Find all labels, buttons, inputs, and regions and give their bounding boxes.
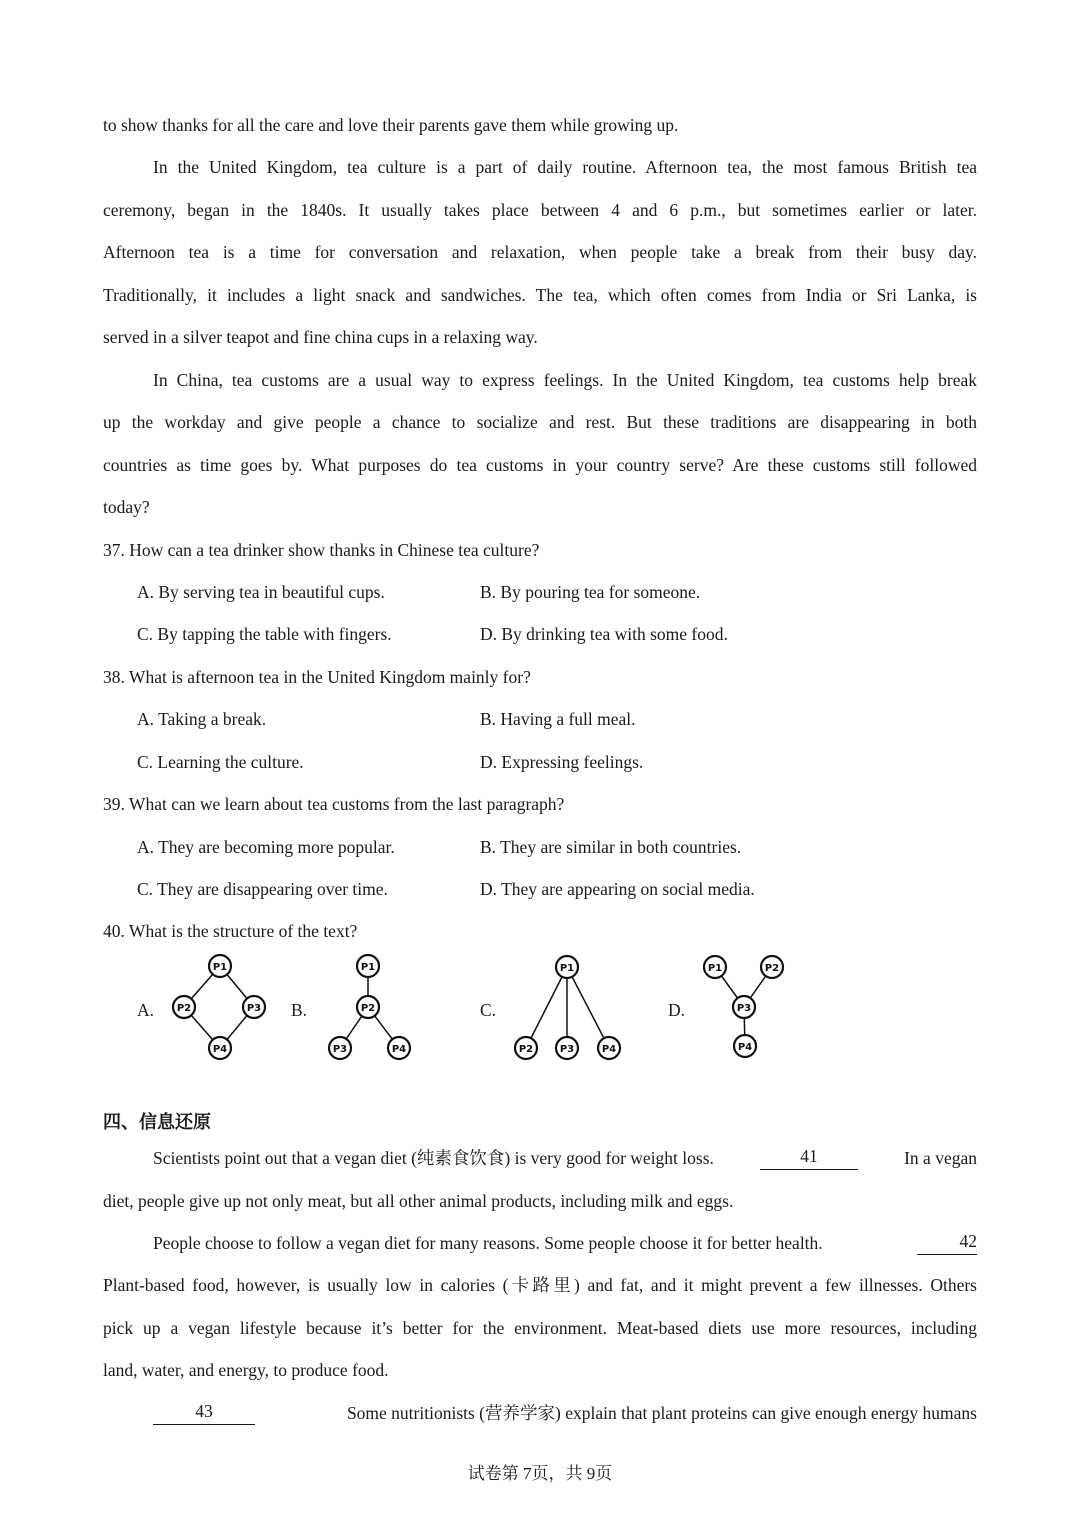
page-footer: 试卷第 7页，共 9页 bbox=[467, 1464, 613, 1483]
paragraph-uk-line: served in a silver teapot and fine china cups in a relaxing way. bbox=[103, 327, 538, 347]
paragraph-uk-line: Traditionally, it includes a light snack and sandwiches. The tea, which often comes from India or Sri Lanka, is bbox=[103, 285, 977, 305]
svg-text:P1: P1 bbox=[707, 963, 723, 974]
blank-42[interactable]: 42 bbox=[917, 1231, 977, 1255]
section4-paragraph2-line: land, water, and energy, to produce food. bbox=[103, 1360, 389, 1380]
q40-option-c[interactable]: C. bbox=[480, 1000, 497, 1020]
q40-option-d[interactable]: D. bbox=[668, 1000, 686, 1020]
structure-diagram-a bbox=[160, 945, 280, 1065]
svg-text:P1: P1 bbox=[360, 962, 376, 973]
node-p3 bbox=[329, 1037, 351, 1059]
node-p1 bbox=[209, 955, 231, 977]
structure-diagram-b bbox=[318, 945, 428, 1065]
svg-text:P3: P3 bbox=[736, 1003, 752, 1014]
structure-diagram-d bbox=[690, 945, 800, 1065]
q38-option-a[interactable]: A. Taking a break. bbox=[137, 709, 267, 729]
q40-option-a[interactable]: A. bbox=[137, 1000, 155, 1020]
question-37: 37. How can a tea drinker show thanks in Chinese tea culture? bbox=[103, 540, 540, 560]
q39-option-b[interactable]: B. They are similar in both countries. bbox=[480, 837, 742, 857]
section4-text: In a vegan bbox=[904, 1148, 977, 1168]
q38-option-c[interactable]: C. Learning the culture. bbox=[137, 752, 304, 772]
section4-text: Scientists point out that a vegan diet (纯素食饮食) is very good for weight loss. bbox=[153, 1148, 714, 1168]
svg-text:P4: P4 bbox=[737, 1042, 753, 1053]
node-p4 bbox=[734, 1035, 756, 1057]
q39-option-a[interactable]: A. They are becoming more popular. bbox=[137, 837, 395, 857]
question-39: 39. What can we learn about tea customs from the last paragraph? bbox=[103, 794, 565, 814]
paragraph-last-line: countries as time goes by. What purposes do tea customs in your country serve? Are these customs still followed bbox=[103, 455, 977, 475]
blank-41[interactable]: 41 bbox=[760, 1146, 858, 1170]
section4-text: People choose to follow a vegan diet for many reasons. Some people choose it for better health. bbox=[153, 1233, 823, 1253]
svg-text:P4: P4 bbox=[391, 1044, 407, 1055]
svg-text:P3: P3 bbox=[332, 1044, 348, 1055]
svg-text:P3: P3 bbox=[246, 1003, 262, 1014]
svg-text:P2: P2 bbox=[764, 963, 780, 974]
paragraph-uk-line: In the United Kingdom, tea culture is a part of daily routine. Afternoon tea, the most famous British tea bbox=[153, 157, 977, 177]
section4-paragraph1-line bbox=[153, 1146, 977, 1170]
paragraph-uk-line: ceremony, began in the 1840s. It usually takes place between 4 and 6 p.m., but sometimes earlier or later. bbox=[103, 200, 977, 220]
node-p3 bbox=[733, 996, 755, 1018]
svg-text:P2: P2 bbox=[176, 1003, 192, 1014]
svg-text:P4: P4 bbox=[601, 1044, 617, 1055]
node-p2 bbox=[761, 956, 783, 978]
section4-text: Some nutritionists (营养学家) explain that plant proteins can give enough energy humans bbox=[346, 1403, 977, 1423]
question-38: 38. What is afternoon tea in the United Kingdom mainly for? bbox=[103, 667, 531, 687]
paragraph-last-line: In China, tea customs are a usual way to express feelings. In the United Kingdom, tea customs help break bbox=[153, 370, 977, 390]
q37-option-d[interactable]: D. By drinking tea with some food. bbox=[480, 624, 728, 644]
node-p2 bbox=[357, 996, 379, 1018]
section4-paragraph1-line: diet, people give up not only meat, but all other animal products, including milk and eggs. bbox=[103, 1191, 734, 1211]
q39-option-d[interactable]: D. They are appearing on social media. bbox=[480, 879, 755, 899]
q40-option-b[interactable]: B. bbox=[291, 1000, 308, 1020]
structure-diagram-c bbox=[505, 945, 635, 1065]
section4-paragraph2-line: Plant-based food, however, is usually low in calories (卡路里) and fat, and it might prevent a few illnesses. Others bbox=[103, 1275, 977, 1295]
q37-option-c[interactable]: C. By tapping the table with fingers. bbox=[137, 624, 392, 644]
q37-option-b[interactable]: B. By pouring tea for someone. bbox=[480, 582, 701, 602]
node-p4 bbox=[598, 1037, 620, 1059]
paragraph-last-line: up the workday and give people a chance to socialize and rest. But these traditions are disappearing in both bbox=[103, 412, 977, 432]
node-p3 bbox=[556, 1037, 578, 1059]
q37-option-a[interactable]: A. By serving tea in beautiful cups. bbox=[137, 582, 385, 602]
svg-text:P1: P1 bbox=[559, 963, 575, 974]
node-p4 bbox=[209, 1037, 231, 1059]
question-40: 40. What is the structure of the text? bbox=[103, 921, 358, 941]
svg-text:P1: P1 bbox=[212, 962, 228, 973]
node-p1 bbox=[704, 956, 726, 978]
q38-option-d[interactable]: D. Expressing feelings. bbox=[480, 752, 644, 772]
node-p2 bbox=[173, 996, 195, 1018]
paragraph-uk-line: Afternoon tea is a time for conversation and relaxation, when people take a break from their busy day. bbox=[103, 242, 977, 262]
paragraph-tail: to show thanks for all the care and love their parents gave them while growing up. bbox=[103, 115, 679, 135]
paragraph-last-line: today? bbox=[103, 497, 150, 517]
node-p1 bbox=[357, 955, 379, 977]
node-p3 bbox=[243, 996, 265, 1018]
svg-text:P3: P3 bbox=[559, 1044, 575, 1055]
svg-text:P2: P2 bbox=[518, 1044, 534, 1055]
section4-paragraph2-line bbox=[153, 1231, 977, 1255]
node-p1 bbox=[556, 956, 578, 978]
svg-text:P2: P2 bbox=[360, 1003, 376, 1014]
node-p4 bbox=[388, 1037, 410, 1059]
node-p2 bbox=[515, 1037, 537, 1059]
q38-option-b[interactable]: B. Having a full meal. bbox=[480, 709, 636, 729]
section-heading: 四、信息还原 bbox=[103, 1112, 211, 1132]
blank-43[interactable]: 43 bbox=[153, 1401, 255, 1425]
section4-paragraph2-line: pick up a vegan lifestyle because it’s better for the environment. Meat-based diets use more resources, including bbox=[103, 1318, 977, 1338]
section4-paragraph3-line bbox=[153, 1401, 977, 1425]
q39-option-c[interactable]: C. They are disappearing over time. bbox=[137, 879, 388, 899]
svg-text:P4: P4 bbox=[212, 1044, 228, 1055]
